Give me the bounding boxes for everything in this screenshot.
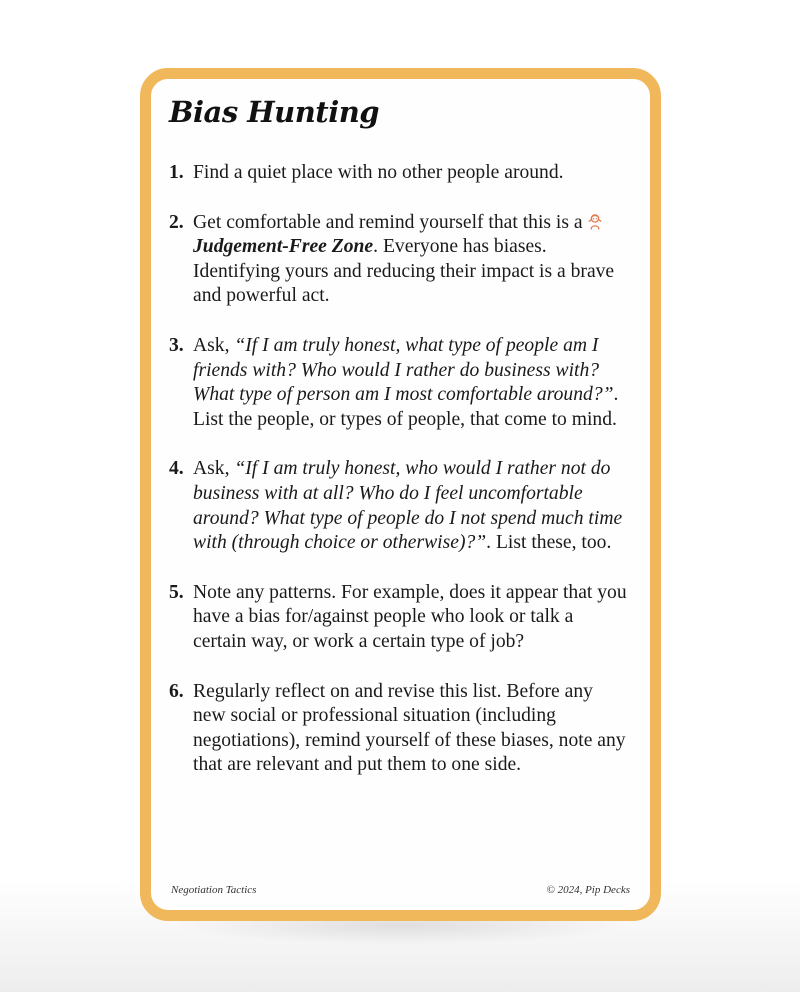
step-1 — [169, 161, 629, 186]
step-5 — [169, 581, 629, 655]
step-quote: “If I am truly honest, who would I rather not do business with at all? Who do I feel uncomfortable around? What type of people do I not spend much time with (through choice or otherwise)?” — [193, 458, 623, 554]
step-3 — [169, 334, 629, 432]
step-text: Note any patterns. For example, does it appear that you have a bias for/against people who look or talk a certain way, or work a certain type of job? — [193, 581, 627, 652]
step-text: Find a quiet place with no other people around. — [193, 162, 564, 183]
tactic-card — [140, 68, 661, 921]
step-quote: “If I am truly honest, what type of people am I friends with? Who would I rather do business with? What type of person am I most comfortable around?” — [193, 334, 614, 406]
step-tail: . List the people, or types of people, that come to mind. — [193, 384, 619, 430]
step-lead: Ask, — [193, 458, 235, 480]
step-6 — [169, 680, 629, 778]
step-text: Regularly reflect on and revise this list. Before any new social or professional situation (including negotiations), remind yourself of these biases, note any that are relevant and put them to one side. — [193, 680, 626, 776]
step-number: 2. — [169, 211, 184, 233]
step-2 — [169, 211, 629, 309]
steps-list — [169, 161, 629, 803]
judgement-free-zone-emphasis: Judgement-Free Zone — [193, 236, 374, 258]
step-number: 6. — [169, 680, 184, 702]
step-lead: Ask, — [193, 334, 235, 356]
step-4 — [169, 457, 629, 555]
deck-name: Negotiation Tactics — [171, 884, 257, 896]
step-text-continued: . Everyone has biases. Identifying yours and reducing their impact is a brave and powerful act. — [193, 236, 615, 307]
copyright-notice: © 2024, Pip Decks — [546, 884, 630, 896]
step-text: Get comfortable and remind yourself that this is a — [193, 211, 583, 233]
card-title: Bias Hunting — [169, 95, 380, 129]
step-number: 1. — [169, 162, 184, 183]
step-tail: . List these, too. — [486, 532, 612, 554]
judgement-free-person-icon — [586, 212, 604, 230]
step-number: 5. — [169, 581, 184, 603]
step-number: 4. — [169, 458, 184, 480]
step-number: 3. — [169, 334, 184, 356]
